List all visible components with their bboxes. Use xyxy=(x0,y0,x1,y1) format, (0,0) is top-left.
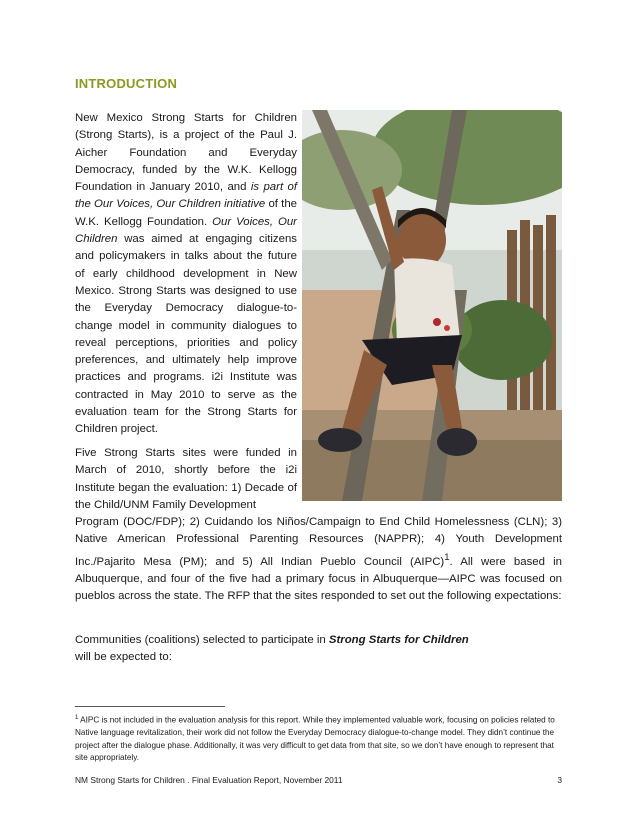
expectations-text-2: will be expected to: xyxy=(75,651,172,664)
page-number: 3 xyxy=(557,775,562,785)
footnote-number: 1 xyxy=(75,715,79,721)
intro-italic-initiative: is part of the Our Voices, Our Children initiative xyxy=(75,181,297,211)
footer-title: NM Strong Starts for Children . Final Evaluation Report, November 2011 xyxy=(75,775,343,785)
intro-text-1: New Mexico Strong Starts for Children (Strong Starts), is a project of the Paul J. Aicher Foundation and Everyday Democracy, funded by the W.K. Kellogg Foundation in January 2010, and xyxy=(75,112,297,194)
sites-text-narrow: Five Strong Starts sites were funded in March of 2010, shortly before the i2i Institute began the evaluation: 1) Decade of the Child/UNM Family Development xyxy=(75,447,297,511)
expectations-program-name: Strong Starts for Children xyxy=(328,634,469,646)
intro-italic-program-name: Our Voices, Our Children xyxy=(75,215,297,246)
expectations-paragraph xyxy=(75,632,562,667)
intro-text-3: was aimed at engaging citizens and policymakers in talks about the future of early childhood development in New Mexico. Strong Starts was designed to use the Everyday Democracy dialogue-to-change model in community dialogues to reveal perceptions, priorities and policy preferences, and ultimately help improve practices and programs. i2i Institute was contracted in May 2010 to serve as the evaluation team for the Strong Starts for Children project. xyxy=(75,233,297,436)
expectations-text-1: Communities (coalitions) selected to participate in xyxy=(75,634,329,646)
footnote-reference: 1 xyxy=(444,551,450,563)
sites-text-wide: Program (DOC/FDP); 2) Cuidando los Niños/Campaign to End Child Homelessness (CLN); 3) Native American Professional Parenting Resources (NAPPR); 4) Youth Development Inc./Pajarito Mesa (PM); and 5) All Indian Pueblo Council (AIPC) xyxy=(75,516,562,568)
sites-text-tail: . All were based in Albuquerque, and four of the five had a primary focus in Albuquerque—AIPC was focused on pueblos across the state. The RFP that the sites responded to set out the following expectations: xyxy=(75,555,562,603)
footnote-divider xyxy=(75,706,225,707)
section-heading: INTRODUCTION xyxy=(75,76,178,91)
sites-paragraph xyxy=(75,445,562,605)
intro-paragraph xyxy=(75,110,297,439)
intro-text-2: of the W.K. Kellogg Foundation. xyxy=(75,198,297,228)
child-climbing-tree-photo xyxy=(302,110,562,501)
footnote-text: AIPC is not included in the evaluation analysis for this report. While they implemented valuable work, focusing on policies related to Native language revitalization, their work did not follow the Everyday Democracy dialogue-to-change model. They didn’t continue the project after the dialogue phase. Additionally, it was very difficult to get data from that site, so we don’t have enough to represent that site appropriately. xyxy=(75,715,555,762)
footnote xyxy=(75,712,562,764)
